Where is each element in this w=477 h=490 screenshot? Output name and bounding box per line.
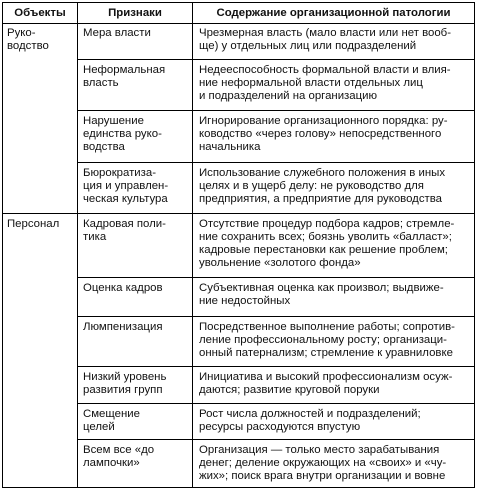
content-cell: Использование служебного положения в иных целях и в ущерб делу: не руководство для предприятия, а предприятие для руководства bbox=[199, 167, 446, 205]
header-content: Содержание организационной патологии bbox=[216, 7, 451, 19]
content-cell: Посредственное выполнение работы; сопротив- ление профессиональному росту; организаци- онный патернализм; стремление к уравниловке bbox=[199, 321, 455, 359]
pathology-table bbox=[2, 2, 475, 488]
content-cell: Инициатива и высокий профессионализм осуж- даются; развитие круговой поруки bbox=[199, 371, 453, 396]
row-divider bbox=[77, 59, 474, 60]
group-personnel: Персонал bbox=[7, 218, 60, 230]
content-cell: Недееспособность формальной власти и влия- ние неформальной власти отдельных лиц и подразделений на организацию bbox=[199, 64, 451, 102]
feature-cell: Низкий уровень развития групп bbox=[83, 371, 167, 396]
feature-cell: Люмпенизация bbox=[83, 321, 163, 333]
row-divider bbox=[77, 162, 474, 163]
row-divider bbox=[77, 439, 474, 440]
header-objects: Объекты bbox=[14, 7, 66, 19]
feature-cell: Неформальная власть bbox=[83, 64, 166, 89]
feature-cell: Кадровая поли- тика bbox=[83, 218, 166, 243]
feature-cell: Бюрократиза- ция и управлен- ческая культура bbox=[83, 167, 169, 205]
header-features: Признаки bbox=[108, 7, 162, 19]
content-cell: Организация — только место зарабатывания денег; деление окружающих на «своих» и «чу- жих»; поиск врага внутри организации и вовне bbox=[199, 444, 447, 482]
group-divider bbox=[3, 213, 474, 214]
feature-cell: Смещение целей bbox=[83, 408, 140, 433]
content-cell: Игнорирование организационного порядка: ру- ководство «через голову» непосредственного начальника bbox=[199, 115, 448, 153]
row-divider bbox=[77, 403, 474, 404]
row-divider bbox=[77, 366, 474, 367]
content-cell: Отсутствие процедур подбора кадров; стремле- ние сохранить всех; боязнь уволить «балласт»; кадровые перестановки как решение проблем; увольнение «золотого фонда» bbox=[199, 218, 455, 269]
content-cell: Чрезмерная власть (мало власти или нет вооб- ще) у отдельных лиц или подразделений bbox=[199, 27, 451, 52]
row-divider bbox=[77, 316, 474, 317]
group-management: Руко- водство bbox=[7, 27, 49, 52]
row-divider bbox=[77, 110, 474, 111]
feature-cell: Мера власти bbox=[83, 27, 151, 39]
feature-cell: Оценка кадров bbox=[83, 282, 163, 294]
row-divider bbox=[77, 277, 474, 278]
header-divider bbox=[3, 23, 474, 24]
content-cell: Рост числа должностей и подразделений; ресурсы расходуются впустую bbox=[199, 408, 421, 433]
content-cell: Субъективная оценка как произвол; выдвиже- ние недостойных bbox=[199, 282, 444, 307]
column-divider bbox=[77, 3, 78, 487]
feature-cell: Всем все «до лампочки» bbox=[83, 444, 155, 469]
column-divider bbox=[192, 3, 193, 487]
feature-cell: Нарушение единства руко- водства bbox=[83, 115, 162, 153]
